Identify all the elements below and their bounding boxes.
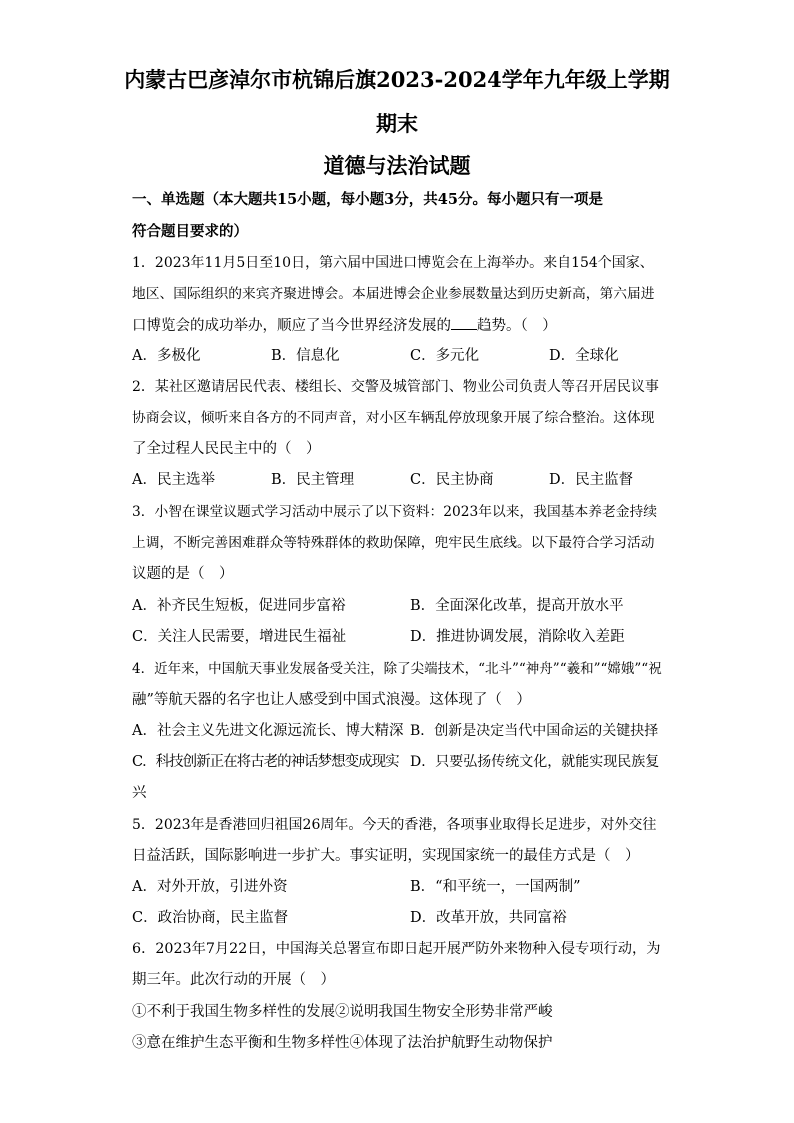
option-b: B．全面深化改革，提高开放水平	[410, 598, 624, 614]
option-b: B．“和平统一，一国两制”	[410, 879, 581, 895]
question-stem-line: 期三年。此次行动的开展（ ）	[132, 972, 335, 988]
statement-1: ①不利于我国生物多样性的发展	[132, 1004, 335, 1020]
fill-blank	[451, 315, 477, 330]
question-stem-line: 4．近年来，中国航天事业发展备受关注，除了尖端技术，“北斗”“神舟”“羲和”“嫦娥”“祝	[132, 661, 662, 677]
question-stem-line: 2．某社区邀请居民代表、楼组长、交警及城管部门、物业公司负责人等召开居民议事	[132, 379, 659, 395]
option-b: B．信息化	[271, 348, 340, 364]
option-c: C．科技创新正在将古老的神话梦想变成现实	[132, 754, 399, 770]
question-stem-line: 3．小智在课堂议题式学习活动中展示了以下资料：2023年以来，我国基本养老金持续	[132, 504, 657, 520]
document-title-line-1: 内蒙古巴彦淖尔市杭锦后旗2023-2024学年九年级上学期	[124, 67, 670, 92]
option-d: D．改革开放，共同富裕	[410, 910, 567, 926]
question-stem-line: 日益活跃，国际影响进一步扩大。事实证明，实现国家统一的最佳方式是（ ）	[132, 848, 640, 864]
question-stem-line: 5．2023年是香港回归祖国26周年。今天的香港，各项事业取得长足进步，对外交往	[132, 817, 657, 833]
statement-line	[132, 1033, 553, 1053]
question-stem-line: 了全过程人民民主中的（ ）	[132, 441, 321, 457]
option-a: A．补齐民生短板，促进同步富裕	[132, 598, 346, 614]
option-a: A．社会主义先进文化源远流长、博大精深	[132, 723, 404, 739]
option-d: D．全球化	[549, 348, 619, 364]
option-d: D．推进协调发展，消除收入差距	[410, 629, 625, 645]
option-c: C．关注人民需要，增进民生福祉	[132, 629, 347, 645]
option-b: B．创新是决定当代中国命运的关键抉择	[410, 723, 659, 739]
question-stem-line	[132, 315, 557, 336]
question-stem-line: 地区、国际组织的来宾齐聚进博会。本届进博会企业参展数量达到历史新高，第六届进	[132, 286, 655, 302]
option-c: C．政治协商，民主监督	[132, 910, 289, 926]
question-stem-text: 趋势。（ ）	[477, 318, 557, 334]
option-b: B．民主管理	[271, 472, 355, 488]
statement-line	[132, 1002, 553, 1022]
statement-2: ②说明我国生物安全形势非常严峻	[335, 1004, 553, 1020]
option-c: C．多元化	[410, 348, 480, 364]
statement-4: ④体现了法治护航野生动物保护	[349, 1035, 553, 1051]
section-heading-line-1: 一、单选题（本大题共15小题，每小题3分，共45分。每小题只有一项是	[132, 191, 603, 208]
option-d: D．只要弘扬传统文化，就能实现民族复	[410, 754, 660, 770]
question-stem-line: 议题的是（ ）	[132, 566, 234, 582]
statement-3: ③意在维护生态平衡和生物多样性	[132, 1035, 350, 1051]
option-d: D．民主监督	[549, 472, 634, 488]
question-stem-line: 1．2023年11月5日至10日，第六届中国进口博览会在上海举办。来自154个国家、	[132, 255, 654, 271]
option-a: A．多极化	[132, 348, 201, 364]
document-subtitle: 道德与法治试题	[323, 153, 471, 178]
question-stem-line: 融”等航天器的名字也让人感受到中国式浪漫。这体现了（ ）	[132, 692, 531, 708]
question-stem-line: 协商会议，倾听来自各方的不同声音，对小区车辆乱停放现象开展了综合整治。这体现	[132, 410, 655, 426]
document-title-line-2: 期末	[376, 111, 418, 136]
option-a: A．对外开放，引进外资	[132, 879, 288, 895]
question-stem-text: 口博览会的成功举办，顺应了当今世界经济发展的	[132, 318, 451, 334]
question-stem-line: 6．2023年7月22日，中国海关总署宣布即日起开展严防外来物种入侵专项行动，为	[132, 941, 661, 957]
option-d-wrap: 兴	[132, 785, 147, 801]
question-stem-line: 上调，不断完善困难群众等特殊群体的救助保障，兜牢民生底线。以下最符合学习活动	[132, 535, 655, 551]
section-heading-line-2: 符合题目要求的）	[132, 223, 248, 240]
option-a: A．民主选举	[132, 472, 215, 488]
option-c: C．民主协商	[410, 472, 494, 488]
